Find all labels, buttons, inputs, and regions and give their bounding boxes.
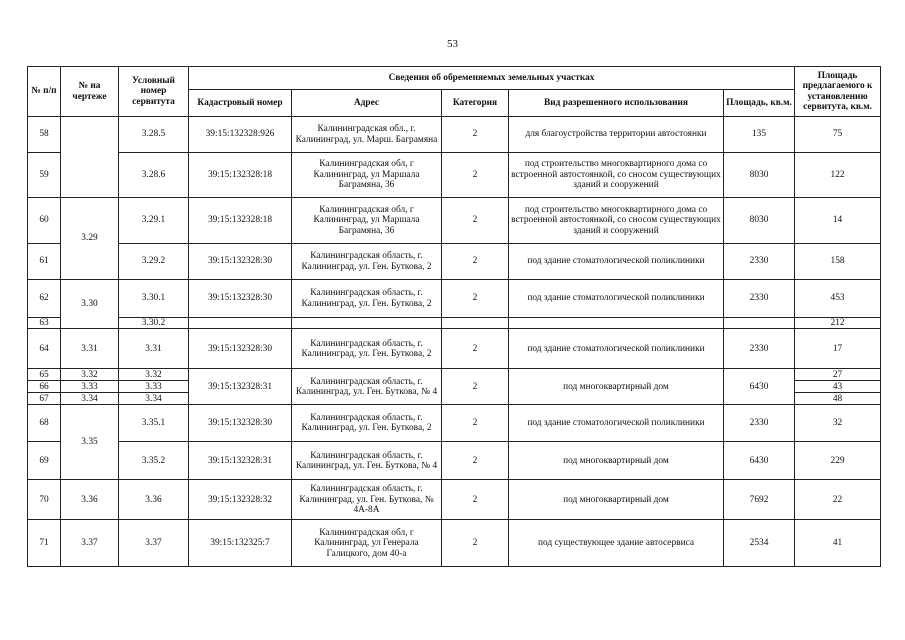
cell-num: 58 [28, 117, 61, 153]
cell-num: 70 [28, 480, 61, 520]
cell-address: Калининградская обл, г Калининград, ул Маршала Баграмяна, 36 [292, 198, 442, 244]
cell-cadastral: 39:15:132328:31 [189, 369, 292, 405]
header-land-plots: Сведения об обременяемых земельных участках [189, 67, 795, 90]
cell-area: 6430 [724, 442, 795, 480]
cell-servitude: 3.30.2 [119, 318, 189, 329]
cell-servitude-area: 27 [795, 369, 881, 381]
header-num: № п/п [28, 67, 61, 117]
cell-category: 2 [442, 442, 509, 480]
cell-drawing: 3.30 [61, 280, 119, 329]
cell-servitude: 3.29.2 [119, 244, 189, 280]
cell-servitude: 3.30.1 [119, 280, 189, 318]
cell-address: Калининградская область, г. Калининград, ул. Ген. Буткова, 2 [292, 329, 442, 369]
table-row [28, 405, 881, 442]
cell-area: 8030 [724, 153, 795, 198]
cell-servitude: 3.32 [119, 369, 189, 381]
cell-num: 69 [28, 442, 61, 480]
cell-servitude: 3.36 [119, 480, 189, 520]
table-row [28, 520, 881, 567]
cell-use [509, 318, 724, 329]
cell-servitude: 3.29.1 [119, 198, 189, 244]
cell-use: для благоустройства территории автостоянки [509, 117, 724, 153]
header-category: Категория [442, 90, 509, 117]
cell-address: Калининградская область, г. Калининград, ул. Ген. Буткова, № 4 [292, 442, 442, 480]
cell-drawing: 3.31 [61, 329, 119, 369]
cell-cadastral: 39:15:132328:926 [189, 117, 292, 153]
cell-address [292, 318, 442, 329]
cell-use: под строительство многоквартирного дома со встроенной автостоянкой, со сносом существующих зданий и сооружений [509, 198, 724, 244]
header-area: Площадь, кв.м. [724, 90, 795, 117]
table-row [28, 318, 881, 329]
cell-servitude-area: 22 [795, 480, 881, 520]
cell-use: под здание стоматологической поликлиники [509, 329, 724, 369]
cell-address: Калининградская область, г. Калининград, ул. Ген. Буткова, 2 [292, 405, 442, 442]
cell-servitude: 3.33 [119, 381, 189, 393]
cell-area [724, 318, 795, 329]
table-row [28, 244, 881, 280]
cell-use: под многоквартирный дом [509, 369, 724, 405]
cell-servitude-area: 158 [795, 244, 881, 280]
cell-servitude: 3.28.5 [119, 117, 189, 153]
cell-drawing: 3.36 [61, 480, 119, 520]
cell-category: 2 [442, 198, 509, 244]
page-number: 53 [447, 38, 458, 50]
header-drawing: № на чертеже [61, 67, 119, 117]
cell-num: 63 [28, 318, 61, 329]
table-row [28, 198, 881, 244]
table-row [28, 280, 881, 318]
cell-servitude-area: 48 [795, 393, 881, 405]
cell-cadastral: 39:15:132328:31 [189, 442, 292, 480]
cell-category: 2 [442, 117, 509, 153]
cell-area: 2330 [724, 280, 795, 318]
cell-category: 2 [442, 520, 509, 567]
cell-num: 67 [28, 393, 61, 405]
header-use: Вид разрешенного использования [509, 90, 724, 117]
cell-servitude: 3.37 [119, 520, 189, 567]
cell-area: 7692 [724, 480, 795, 520]
cell-servitude: 3.31 [119, 329, 189, 369]
cell-num: 62 [28, 280, 61, 318]
cell-drawing: 3.29 [61, 198, 119, 280]
cell-area: 2330 [724, 405, 795, 442]
cell-address: Калининградская обл, г Калининград, ул Генерала Галицкого, дом 40-а [292, 520, 442, 567]
cell-address: Калининградская область, г. Калининград, ул. Ген. Буткова, 2 [292, 244, 442, 280]
table-row [28, 480, 881, 520]
cell-servitude: 3.35.1 [119, 405, 189, 442]
cell-servitude: 3.34 [119, 393, 189, 405]
cell-cadastral [189, 318, 292, 329]
cell-area: 6430 [724, 369, 795, 405]
cell-area: 2534 [724, 520, 795, 567]
cell-servitude-area: 14 [795, 198, 881, 244]
cell-address: Калининградская обл, г Калининград, ул Маршала Баграмяна, 36 [292, 153, 442, 198]
cell-cadastral: 39:15:132328:30 [189, 244, 292, 280]
cell-use: под существующее здание автосервиса [509, 520, 724, 567]
cell-drawing [61, 117, 119, 198]
cell-cadastral: 39:15:132328:32 [189, 480, 292, 520]
cell-use: под здание стоматологической поликлиники [509, 405, 724, 442]
cell-servitude-area: 32 [795, 405, 881, 442]
cell-drawing: 3.37 [61, 520, 119, 567]
cell-num: 61 [28, 244, 61, 280]
servitude-table [27, 66, 881, 567]
cell-category: 2 [442, 480, 509, 520]
table-row [28, 442, 881, 480]
header-servitude: Условный номер сервитута [119, 67, 189, 117]
cell-category: 2 [442, 405, 509, 442]
cell-num: 65 [28, 369, 61, 381]
cell-cadastral: 39:15:132325:7 [189, 520, 292, 567]
cell-category: 2 [442, 153, 509, 198]
cell-category: 2 [442, 280, 509, 318]
table-row [28, 117, 881, 153]
table-row [28, 329, 881, 369]
cell-area: 2330 [724, 244, 795, 280]
cell-drawing: 3.34 [61, 393, 119, 405]
cell-drawing: 3.35 [61, 405, 119, 480]
cell-drawing: 3.33 [61, 381, 119, 393]
cell-category: 2 [442, 369, 509, 405]
cell-cadastral: 39:15:132328:30 [189, 329, 292, 369]
cell-servitude: 3.35.2 [119, 442, 189, 480]
cell-servitude-area: 17 [795, 329, 881, 369]
cell-address: Калининградская область, г. Калининград, ул. Ген. Буткова, 2 [292, 280, 442, 318]
cell-servitude-area: 212 [795, 318, 881, 329]
cell-servitude-area: 75 [795, 117, 881, 153]
header-servitude-area: Площадь предлагаемого к установлению сервитута, кв.м. [795, 67, 881, 117]
cell-address: Калининградская область, г. Калининград, ул. Ген. Буткова, № 4 [292, 369, 442, 405]
cell-num: 60 [28, 198, 61, 244]
cell-area: 2330 [724, 329, 795, 369]
cell-servitude-area: 43 [795, 381, 881, 393]
cell-use: под здание стоматологической поликлиники [509, 244, 724, 280]
header-cadastral: Кадастровый номер [189, 90, 292, 117]
cell-category [442, 318, 509, 329]
cell-servitude-area: 41 [795, 520, 881, 567]
cell-servitude: 3.28.6 [119, 153, 189, 198]
cell-use: под строительство многоквартирного дома со встроенной автостоянкой, со сносом существующих зданий и сооружений [509, 153, 724, 198]
cell-num: 68 [28, 405, 61, 442]
cell-servitude-area: 122 [795, 153, 881, 198]
cell-num: 66 [28, 381, 61, 393]
table-row [28, 153, 881, 198]
cell-servitude-area: 229 [795, 442, 881, 480]
cell-drawing: 3.32 [61, 369, 119, 381]
cell-cadastral: 39:15:132328:18 [189, 198, 292, 244]
cell-category: 2 [442, 244, 509, 280]
cell-num: 64 [28, 329, 61, 369]
cell-area: 135 [724, 117, 795, 153]
cell-category: 2 [442, 329, 509, 369]
cell-use: под многоквартирный дом [509, 480, 724, 520]
cell-cadastral: 39:15:132328:30 [189, 405, 292, 442]
cell-num: 71 [28, 520, 61, 567]
cell-address: Калининградская обл., г. Калининград, ул. Марш. Баграмяна [292, 117, 442, 153]
cell-num: 59 [28, 153, 61, 198]
cell-area: 8030 [724, 198, 795, 244]
header-address: Адрес [292, 90, 442, 117]
cell-use: под здание стоматологической поликлиники [509, 280, 724, 318]
cell-cadastral: 39:15:132328:18 [189, 153, 292, 198]
cell-use: под многоквартирный дом [509, 442, 724, 480]
cell-servitude-area: 453 [795, 280, 881, 318]
table-row [28, 369, 881, 381]
cell-cadastral: 39:15:132328:30 [189, 280, 292, 318]
cell-address: Калининградская область, г. Калининград, ул. Ген. Буткова, № 4А-8А [292, 480, 442, 520]
